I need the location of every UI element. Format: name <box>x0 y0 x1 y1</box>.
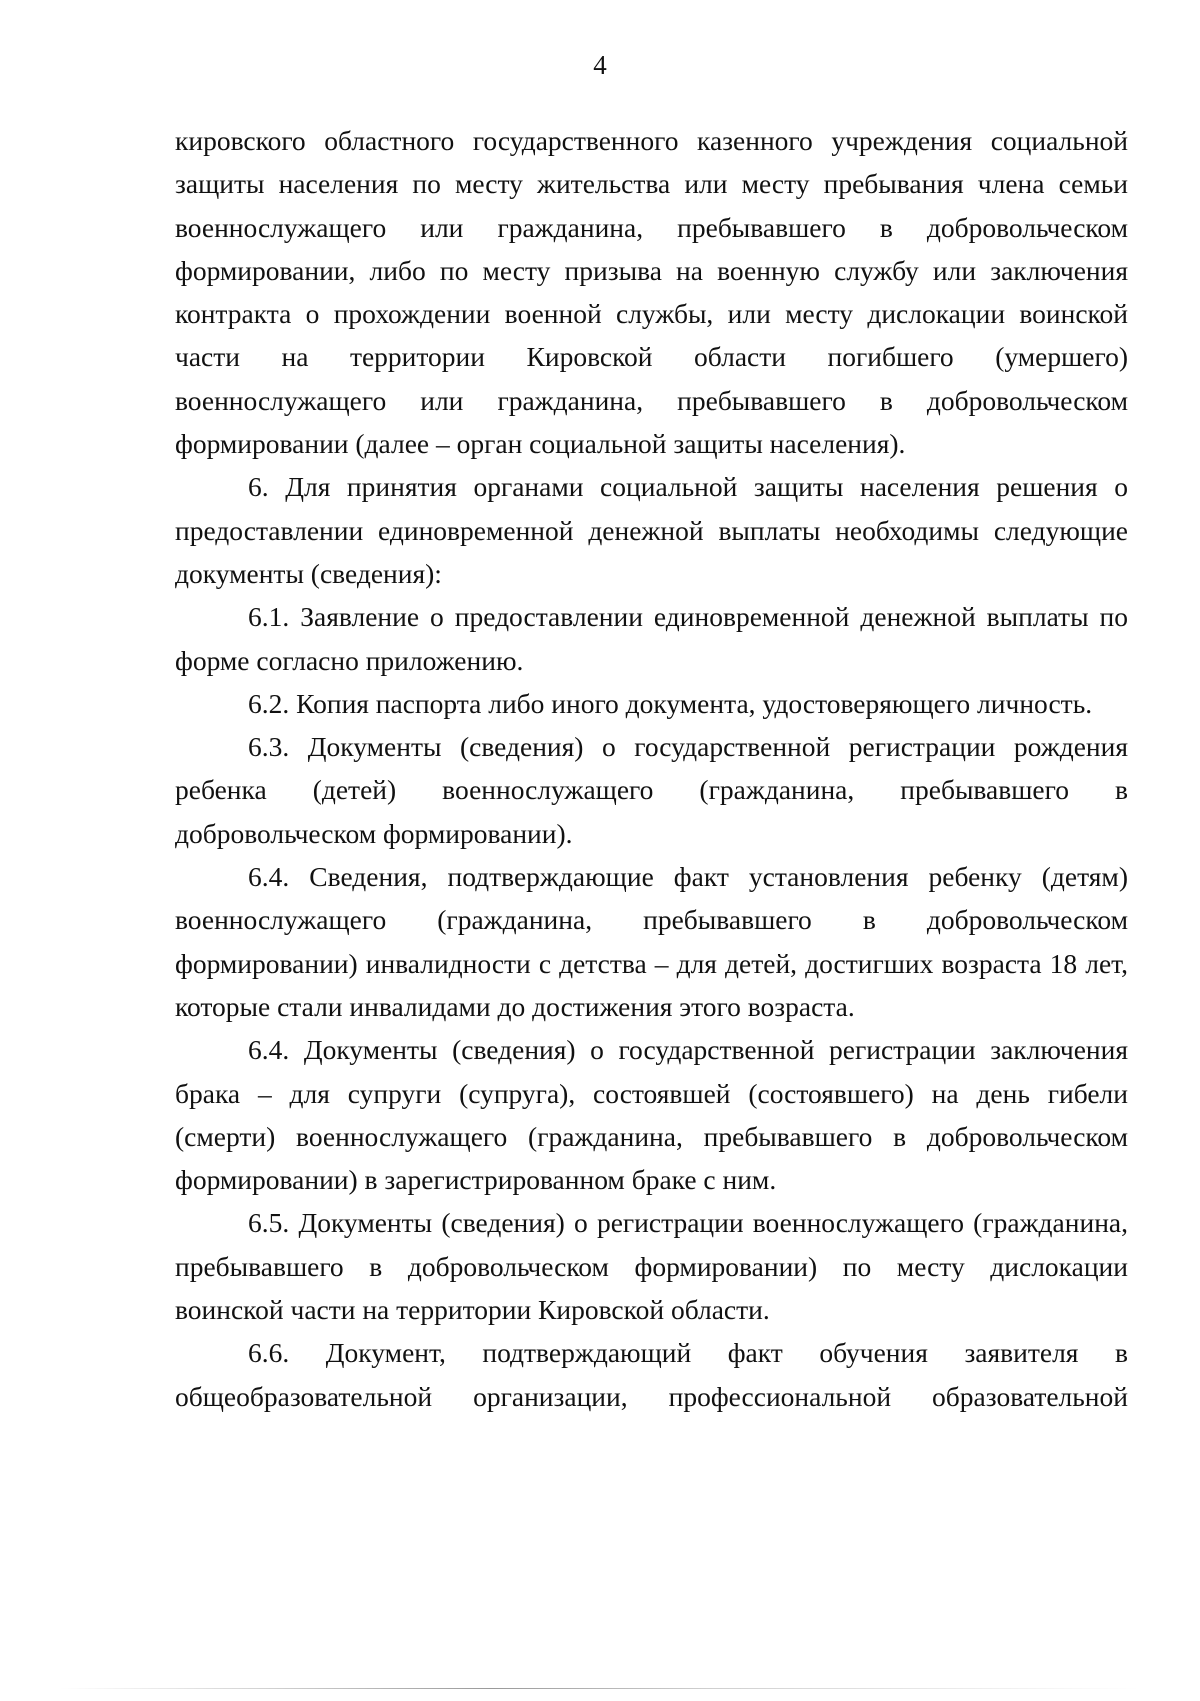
page-number: 4 <box>593 50 607 80</box>
document-body <box>175 119 1128 1418</box>
paragraph-continuation: кировского областного государственного казенного учреждения социальной защиты населения по месту жительства или месту пребывания члена семьи военнослужащего или гражданина, пребывавшего в добровольческом формировании, либо по месту призыва на военную службу или заключения контракта о прохождении военной службы, или месту дислокации воинской части на территории Кировской области погибшего (умершего) военнослужащего или гражданина, пребывавшего в добровольческом формировании (далее – орган социальной защиты населения). <box>175 125 1128 460</box>
paragraph-6-5: 6.5. Документы (сведения) о регистрации военнослужащего (гражданина, пребывавшего в добровольческом формировании) по месту дислокации воинской части на территории Кировской области. <box>175 1207 1128 1326</box>
paragraph-6-2: 6.2. Копия паспорта либо иного документа, удостоверяющего личность. <box>248 687 1093 719</box>
paragraph-6-6: 6.6. Документ, подтверждающий факт обучения заявителя в общеобразовательной организации, профессиональной образовательной <box>175 1337 1128 1412</box>
paragraph-6-3: 6.3. Документы (сведения) о государственной регистрации рождения ребенка (детей) военнослужащего (гражданина, пребывавшего в добровольческом формировании). <box>175 731 1128 849</box>
scan-edge-line <box>60 1688 1140 1689</box>
paragraph-6-1: 6.1. Заявление о предоставлении единовременной денежной выплаты по форме согласно приложению. <box>175 601 1128 676</box>
paragraph-6: 6. Для принятия органами социальной защиты населения решения о предоставлении единовременной денежной выплаты необходимы следующие документы (сведения): <box>175 471 1128 589</box>
paragraph-6-4-b: 6.4. Документы (сведения) о государственной регистрации заключения брака – для супруги (супруга), состоявшей (состоявшего) на день гибели (смерти) военнослужащего (гражданина, пребывавшего в добровольческом формировании) в зарегистрированном браке с ним. <box>175 1034 1128 1196</box>
paragraph-6-4-a: 6.4. Сведения, подтверждающие факт установления ребенку (детям) военнослужащего (гражданина, пребывавшего в добровольческом формировании) инвалидности с детства – для детей, достигших возраста 18 лет, которые стали инвалидами до достижения этого возраста. <box>175 861 1128 1022</box>
